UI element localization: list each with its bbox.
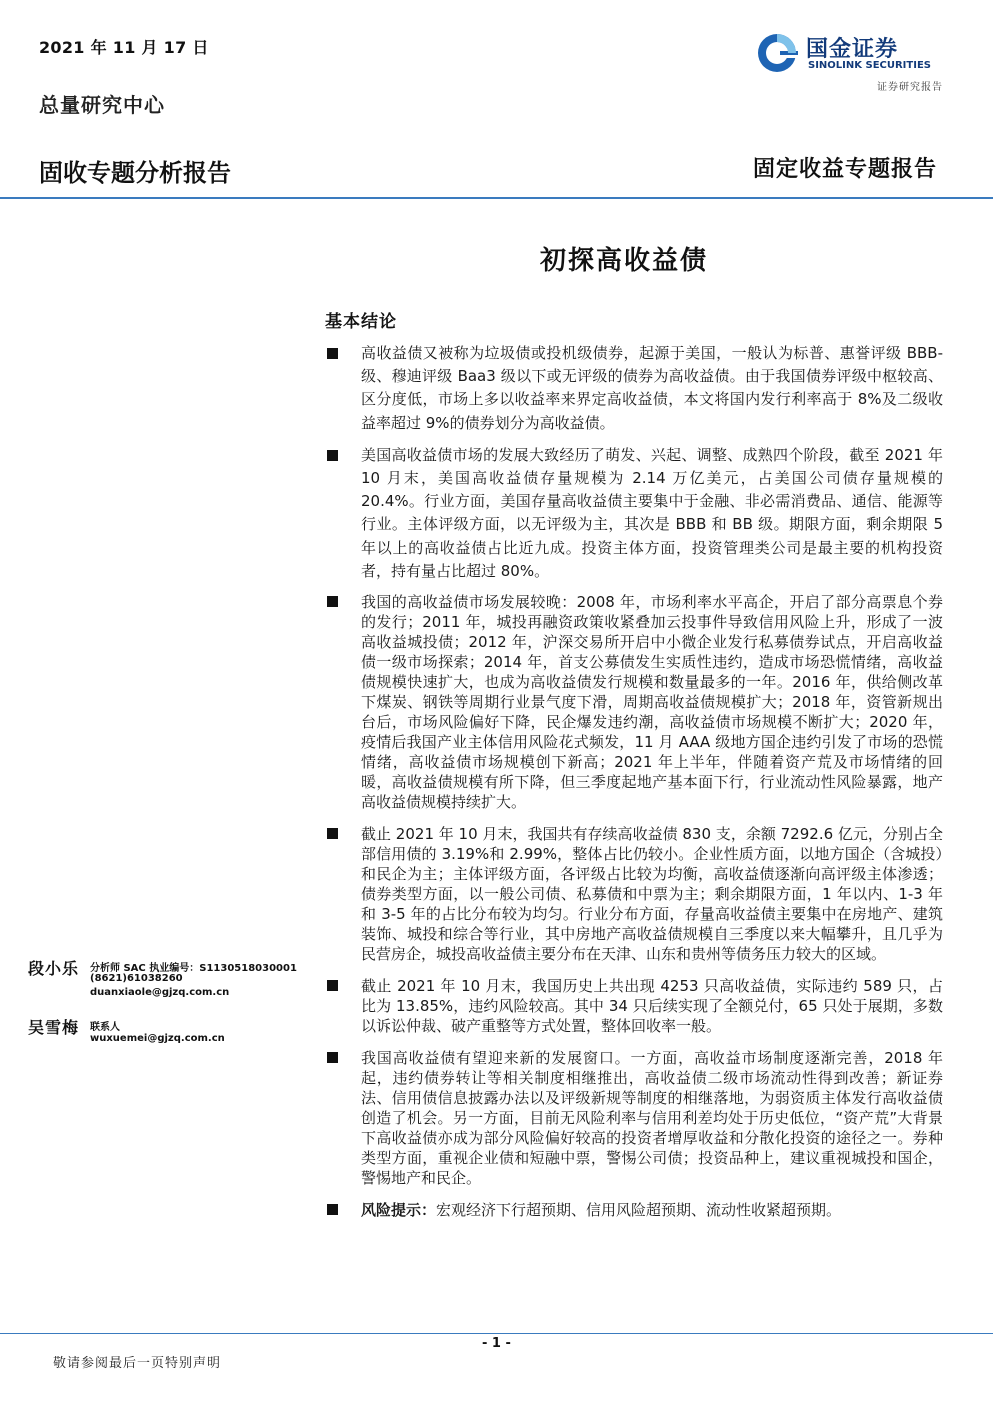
conclusion-item	[325, 824, 943, 964]
conclusion-item	[325, 342, 943, 435]
conclusion-item	[325, 444, 943, 583]
report-category: 证券研究报告	[877, 82, 943, 93]
page-number: - 1 -	[482, 1336, 511, 1351]
footer-disclaimer: 敬请参阅最后一页特别声明	[53, 1356, 222, 1371]
report-type: 固收专题分析报告	[39, 159, 231, 187]
contact-email[interactable]: wuxuemei@gjzq.com.cn	[90, 1033, 225, 1044]
analyst-phone: (8621)61038260	[90, 973, 183, 984]
square-bullet-icon	[327, 450, 338, 461]
square-bullet-icon	[327, 828, 338, 839]
square-bullet-icon	[327, 596, 338, 607]
sinolink-logo-icon	[756, 32, 798, 74]
logo-english-name: SINOLINK SECURITIES	[808, 60, 931, 71]
header-divider	[0, 197, 993, 199]
conclusion-list	[325, 342, 943, 1232]
square-bullet-icon	[327, 980, 338, 991]
conclusion-item	[325, 592, 943, 812]
conclusion-text: 我国高收益债有望迎来新的发展窗口。一方面，高收益市场制度逐渐完善，2018 年起，违约债券转让等相关制度相继推出，高收益债二级市场流动性得到改善；新证券法、信用债信息披露办法以及评级新规等制度的相继落地，为弱资质主体发行高收益债创造了机会。另一方面，目前无风险利率与信用利差均处于历史低位，“资产荒”大背景下高收益债亦成为部分风险偏好较高的投资者增厚收益和分散化投资的途径之一。券种类型方面，重视企业债和短融中票，警惕公司债；投资品种上，建议重视城投和国企，警惕地产和民企。	[361, 1049, 943, 1188]
conclusion-item	[325, 1048, 943, 1188]
risk-warning	[325, 1200, 943, 1220]
conclusion-text: 高收益债又被称为垃圾债或投机级债券，起源于美国，一般认为标普、惠誉评级 BBB-级、穆迪评级 Baa3 级以下或无评级的债券为高收益债。由于我国债券评级中枢较高、区分度低，市场上多以收益率来界定高收益债，本文将国内发行利率高于 8%及二级收益率超过 9%的债券划分为高收益债。	[361, 344, 943, 432]
section-title: 基本结论	[325, 312, 397, 332]
report-type-right: 固定收益专题报告	[752, 156, 937, 182]
square-bullet-icon	[327, 348, 338, 359]
analyst-email[interactable]: duanxiaole@gjzq.com.cn	[90, 987, 230, 998]
conclusion-item	[325, 976, 943, 1036]
square-bullet-icon	[327, 1052, 338, 1063]
footer-divider	[0, 1333, 993, 1334]
conclusion-text: 截止 2021 年 10 月末，我国共有存续高收益债 830 支，余额 7292.6 亿元，分别占全部信用债的 3.19%和 2.99%，整体占比仍较小。企业性质方面，以地方国企（含城投）和民企为主；主体评级方面，各评级占比较为均衡，高收益债逐渐向高评级主体渗透；债券类型方面，以一般公司债、私募债和中票为主；剩余期限方面，1 年以内、1-3 年和 3-5 年的占比分布较为均匀。行业分布方面，存量高收益债主要集中在房地产、建筑装饰、城投和综合等行业，其中房地产高收益债规模自三季度以来大幅攀升，且几乎为民营房企，城投高收益债主要分布在天津、山东和贵州等债务压力较大的区域。	[361, 825, 943, 964]
conclusion-text: 我国的高收益债市场发展较晚：2008 年，市场利率水平高企，开启了部分高票息个券的发行；2011 年，城投再融资政策收紧叠加云投事件导致信用风险上升，形成了一波高收益城投债；2012 年，沪深交易所开启中小微企业发行私募债券试点，开启高收益债一级市场探索；2014 年，首支公募债发生实质性违约，造成市场恐慌情绪，高收益债规模快速扩大，也成为高收益债发行规模和数量最多的一年。2016 年，供给侧改革下煤炭、钢铁等周期行业景气度下滑，周期高收益债规模扩大；2018 年，资管新规出台后，市场风险偏好下降，民企爆发违约潮，高收益债市场规模不断扩大；2020 年，疫情后我国产业主体信用风险花式频发，11 月 AAA 级地方国企违约引发了市场的恐慌情绪，高收益债市场规模创下新高；2021 年上半年，伴随着资产荒及市场情绪的回暖，高收益债规模有所下降，但三季度起地产基本面下行，行业流动性风险暴露，地产高收益债规模持续扩大。	[361, 593, 943, 812]
report-title: 初探高收益债	[540, 246, 709, 276]
risk-label: 风险提示：	[361, 1201, 437, 1220]
logo-chinese-name: 国金证券	[806, 37, 899, 62]
contact-role: 联系人	[90, 1022, 120, 1033]
conclusion-text: 截止 2021 年 10 月末，我国历史上共出现 4253 只高收益债，实际违约 589 只，占比为 13.85%，违约风险较高。其中 34 只后续实现了全额兑付，65 只处于展期，多数以诉讼仲裁、破产重整等方式处置，整体回收率一般。	[361, 977, 943, 1036]
risk-text: 宏观经济下行超预期、信用风险超预期、流动性收紧超预期。	[436, 1201, 842, 1220]
contact-name: 吴雪梅	[28, 1018, 80, 1037]
report-date: 2021 年 11 月 17 日	[39, 38, 209, 57]
company-logo	[756, 30, 946, 78]
research-center: 总量研究中心	[39, 93, 165, 117]
square-bullet-icon	[327, 1204, 338, 1215]
analyst-name: 段小乐	[28, 959, 80, 978]
analyst-role: 分析师 SAC 执业编号：S1130518030001	[90, 963, 297, 974]
conclusion-text: 美国高收益债市场的发展大致经历了萌发、兴起、调整、成熟四个阶段，截至 2021 年 10 月末，美国高收益债存量规模为 2.14 万亿美元，占美国公司债存量规模的 20.4%。行业方面，美国存量高收益债主要集中于金融、非必需消费品、通信、能源等行业。主体评级方面，以无评级为主，其次是 BBB 和 BB 级。期限方面，剩余期限 5 年以上的高收益债占比近九成。投资主体方面，投资管理类公司是最主要的机构投资者，持有量占比超过 80%。	[361, 445, 943, 580]
